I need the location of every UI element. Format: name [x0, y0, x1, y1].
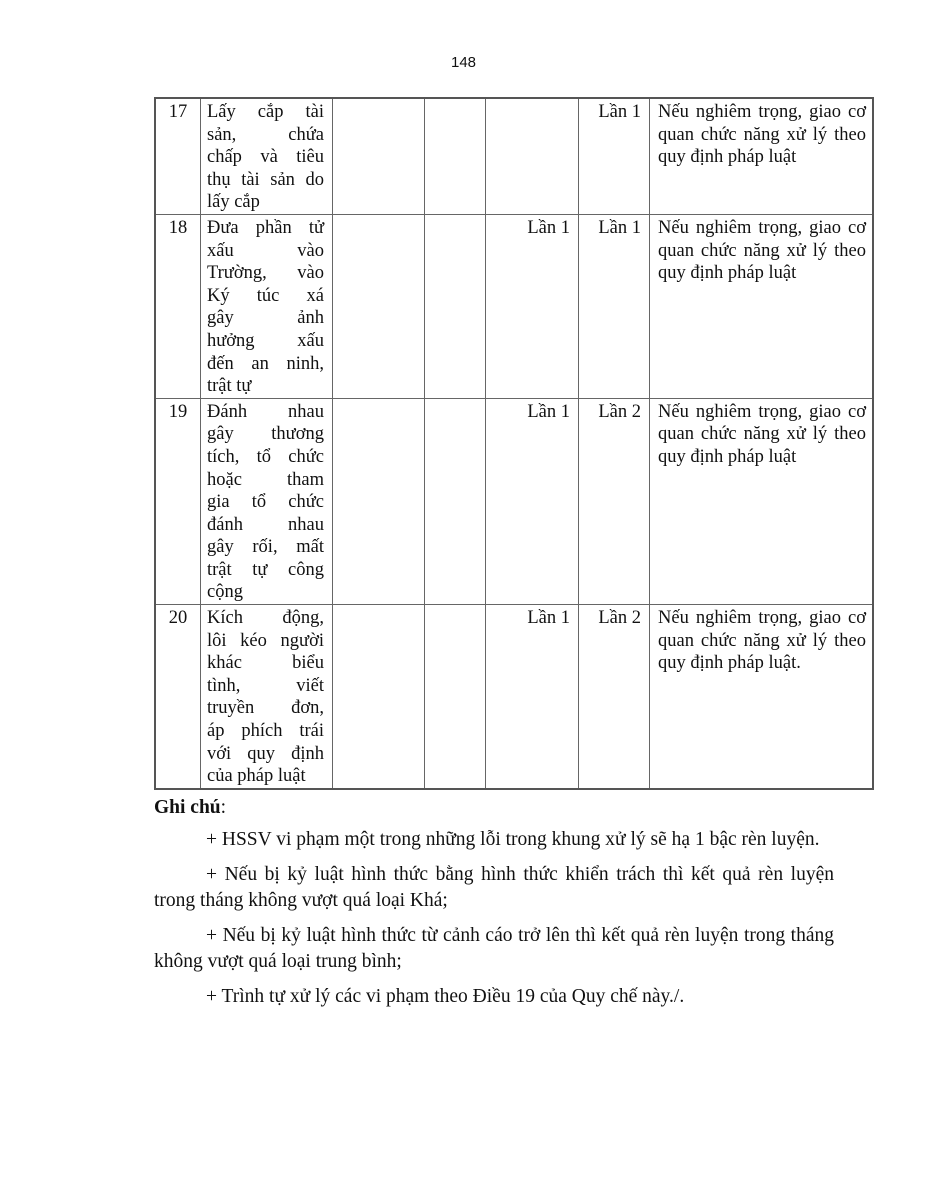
row-number-cell: 20	[155, 605, 201, 789]
violation-name-line: của pháp luật	[207, 766, 306, 787]
violation-name-line: áp phích trái	[207, 721, 324, 742]
violation-name-cell	[201, 214, 333, 398]
table-row	[155, 605, 873, 789]
empty-cell	[425, 398, 486, 604]
violation-name-cell	[201, 398, 333, 604]
empty-cell	[333, 98, 425, 214]
violation-name-line: Lấy cắp tài	[207, 102, 324, 122]
level-cell-b: Lần 2	[579, 398, 650, 604]
table-row	[155, 98, 873, 214]
row-number-cell: 18	[155, 214, 201, 398]
violation-name-line: tích, tổ chức	[207, 446, 324, 467]
violation-name-line: gây thương	[207, 424, 324, 445]
notes-heading-text: Ghi chú	[154, 797, 221, 818]
note-item: + HSSV vi phạm một trong những lỗi trong khung xử lý sẽ hạ 1 bậc rèn luyện.	[206, 829, 820, 850]
notes-section	[154, 795, 834, 1019]
violation-name-line: với quy định	[207, 743, 324, 764]
page-number: 148	[450, 54, 477, 71]
row-number-cell: 19	[155, 398, 201, 604]
note-cell: Nếu nghiêm trọng, giao cơ quan chức năng xử lý theo quy định pháp luật.	[650, 605, 874, 789]
violation-name-line: Đưa phần tử	[207, 217, 324, 238]
violation-name-line: đánh nhau	[207, 514, 324, 535]
level-cell-a: Lần 1	[486, 605, 579, 789]
violation-name-cell	[201, 605, 333, 789]
note-item: + Trình tự xử lý các vi phạm theo Điều 19 của Quy chế này./.	[206, 986, 685, 1007]
empty-cell	[333, 214, 425, 398]
violation-name-line: chấp và tiêu	[207, 147, 324, 168]
level-cell-a: Lần 1	[486, 398, 579, 604]
note-cell: Nếu nghiêm trọng, giao cơ quan chức năng xử lý theo quy định pháp luật	[650, 214, 874, 398]
violation-name-line: trật tự	[207, 376, 252, 397]
level-cell-b: Lần 1	[579, 214, 650, 398]
note-cell: Nếu nghiêm trọng, giao cơ quan chức năng xử lý theo quy định pháp luật	[650, 398, 874, 604]
violation-name-cell	[201, 98, 333, 214]
violation-table	[154, 97, 874, 790]
table-row	[155, 398, 873, 604]
level-cell-b: Lần 1	[579, 98, 650, 214]
violation-name-line: lấy cắp	[207, 192, 260, 213]
violation-name-line: Ký túc xá	[207, 285, 324, 306]
violation-name-line: sản, chứa	[207, 124, 324, 145]
empty-cell	[425, 98, 486, 214]
violation-name-line: Kích động,	[207, 608, 324, 629]
notes-heading-colon: :	[220, 797, 227, 818]
violation-name-line: gây ảnh	[207, 308, 324, 329]
violation-name-line: khác biểu	[207, 653, 324, 674]
violation-name-line: hoặc tham	[207, 469, 324, 490]
violation-name-line: Đánh nhau	[207, 401, 324, 422]
violation-name-line: lôi kéo người	[207, 630, 324, 651]
level-cell-b: Lần 2	[579, 605, 650, 789]
violation-name-line: xấu vào	[207, 240, 324, 261]
empty-cell	[425, 214, 486, 398]
table-row	[155, 214, 873, 398]
violation-name-line: hưởng xấu	[207, 330, 324, 351]
notes-heading	[154, 795, 834, 821]
violation-name-line: Trường, vào	[207, 263, 324, 284]
violation-name-line: tình, viết	[207, 675, 324, 696]
note-item: + Nếu bị kỷ luật hình thức bằng hình thức khiển trách thì kết quả rèn luyện trong tháng không vượt quá loại Khá;	[154, 864, 834, 911]
violation-name-line: gây rối, mất	[207, 537, 324, 558]
level-cell-a	[486, 98, 579, 214]
violation-name-line: gia tổ chức	[207, 492, 324, 513]
note-cell: Nếu nghiêm trọng, giao cơ quan chức năng xử lý theo quy định pháp luật	[650, 98, 874, 214]
violation-name-line: cộng	[207, 582, 243, 603]
row-number-cell: 17	[155, 98, 201, 214]
violation-name-line: truyền đơn,	[207, 698, 324, 719]
empty-cell	[333, 398, 425, 604]
violation-name-line: đến an ninh,	[207, 353, 324, 374]
violation-name-line: thụ tài sản do	[207, 169, 324, 190]
empty-cell	[333, 605, 425, 789]
note-item: + Nếu bị kỷ luật hình thức từ cảnh cáo trở lên thì kết quả rèn luyện trong tháng không vượt quá loại trung bình;	[154, 925, 834, 972]
level-cell-a: Lần 1	[486, 214, 579, 398]
empty-cell	[425, 605, 486, 789]
violation-name-line: trật tự công	[207, 559, 324, 580]
